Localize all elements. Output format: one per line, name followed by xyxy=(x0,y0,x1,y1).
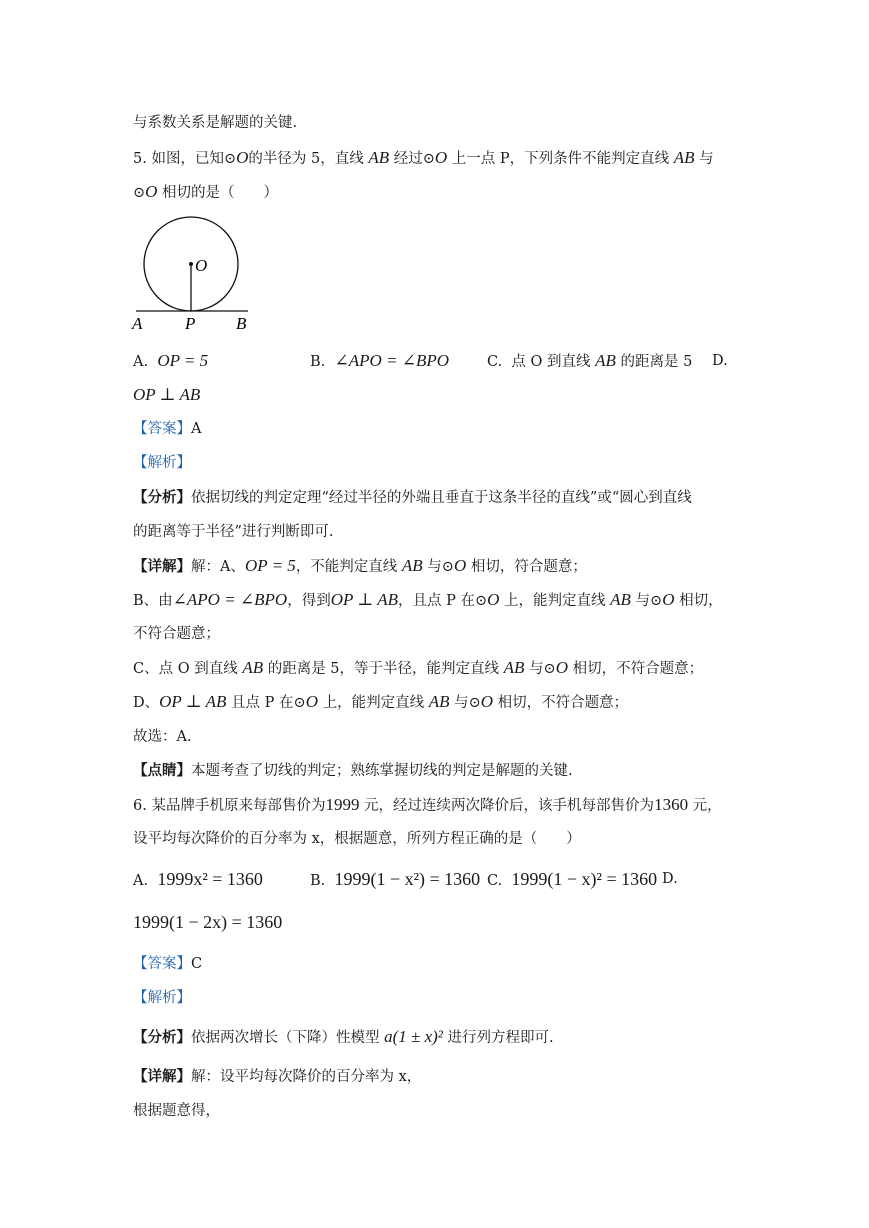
q5-answer: 【答案】A xyxy=(133,421,202,437)
center-point xyxy=(189,262,193,266)
q5-stem-line2: ⊙O 相切的是（ ） xyxy=(133,182,279,201)
q5-dianjing: 【点睛】本题考查了切线的判定；熟练掌握切线的判定是解题的关键. xyxy=(133,762,573,779)
q5-choose: 故选：A. xyxy=(133,729,192,745)
q6-option-d: 1999(1 − 2x) = 1360 xyxy=(133,912,283,932)
q5-fenxi-line1: 【分析】依据切线的判定定理“经过半径的外端且垂直于这条半径的直线”或“圆心到直线 xyxy=(133,489,692,506)
q5-option-d: OP ⊥ AB xyxy=(133,385,201,404)
q5-circle-figure xyxy=(130,212,260,337)
q5-xiangjie-line3: 不符合题意； xyxy=(133,626,220,642)
q6-analysis-tag: 【解析】 xyxy=(133,990,191,1006)
q5-option-c: C. 点 O 到直线 AB 的距离是 5 xyxy=(487,351,693,370)
q6-option-d-label: D. xyxy=(662,871,678,887)
q5-stem-line1: 5. 如图，已知⊙O的半径为 5，直线 AB 经过⊙O 上一点 P，下列条件不能判定直线 AB 与 xyxy=(133,148,714,167)
q6-option-b: B. 1999(1 − x²) = 1360 xyxy=(310,869,481,889)
q5-xiangjie-line2: B、由∠APO = ∠BPO，得到OP ⊥ AB，且点 P 在⊙O 上，能判定直线 AB 与⊙O 相切， xyxy=(133,590,723,609)
q5-xiangjie-line5: D、OP ⊥ AB 且点 P 在⊙O 上，能判定直线 AB 与⊙O 相切，不符合题意； xyxy=(133,692,629,711)
q5-analysis-tag: 【解析】 xyxy=(133,455,191,471)
q5-option-d-label: D. xyxy=(712,353,728,369)
q6-answer: 【答案】C xyxy=(133,956,203,972)
label-b: B xyxy=(236,314,247,333)
q5-option-b: B. ∠APO = ∠BPO xyxy=(310,351,450,370)
q6-xiangjie: 【详解】解：设平均每次降价的百分率为 x， xyxy=(133,1068,422,1085)
label-p: P xyxy=(185,314,196,333)
previous-conclusion: 与系数关系是解题的关键. xyxy=(133,115,298,131)
q6-fenxi: 【分析】依据两次增长（下降）性模型 a(1 ± x)² 进行列方程即可. xyxy=(133,1027,554,1046)
label-a: A xyxy=(132,314,143,333)
q6-last-line: 根据题意得， xyxy=(133,1103,220,1119)
q6-option-a: A. 1999x² = 1360 xyxy=(133,869,263,889)
q6-option-c: C. 1999(1 − x)² = 1360 xyxy=(487,869,658,889)
q5-fenxi-line2: 的距离等于半径”进行判断即可. xyxy=(133,524,334,540)
label-o: O xyxy=(195,256,208,275)
q5-xiangjie-line4: C、点 O 到直线 AB 的距离是 5，等于半径，能判定直线 AB 与⊙O 相切，不符合题意； xyxy=(133,658,704,677)
q5-option-a: A. OP = 5 xyxy=(133,351,209,370)
q6-stem-line2: 设平均每次降价的百分率为 x，根据题意，所列方程正确的是（ ） xyxy=(133,831,581,847)
q5-xiangjie-line1: 【详解】解：A、OP = 5，不能判定直线 AB 与⊙O 相切，符合题意； xyxy=(133,556,587,575)
q6-stem-line1: 6. 某品牌手机原来每部售价为1999 元，经过连续两次降价后，该手机每部售价为1360 元， xyxy=(133,795,722,814)
